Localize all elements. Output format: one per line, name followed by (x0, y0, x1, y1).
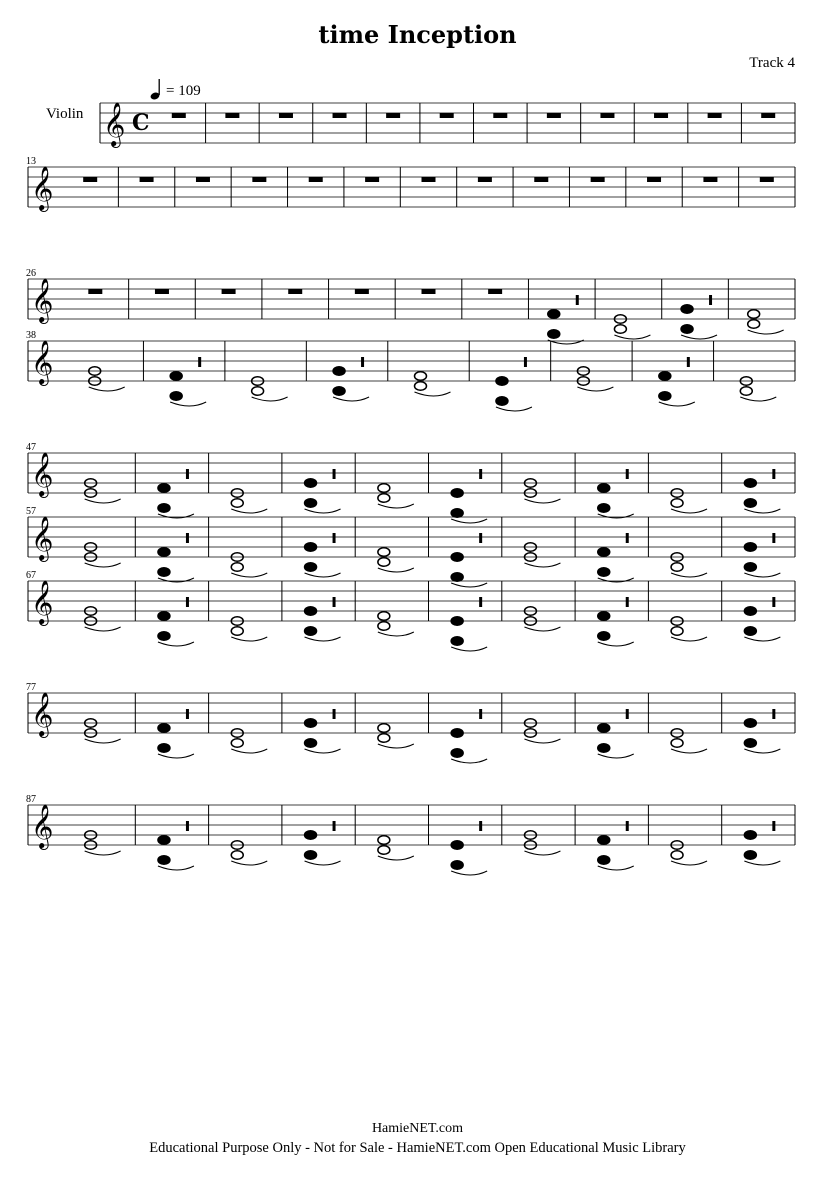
note-head (451, 553, 463, 561)
tie (524, 563, 560, 567)
quarter-rest (626, 597, 629, 607)
quarter-rest (333, 597, 336, 607)
whole-rest (440, 113, 454, 118)
instrument-name: Violin (46, 106, 84, 122)
whole-rest (647, 177, 661, 182)
note-head (231, 851, 243, 859)
note-head (598, 856, 610, 864)
note-head (231, 499, 243, 507)
note-head (378, 612, 390, 620)
whole-rest (478, 177, 492, 182)
note-head (659, 392, 671, 400)
tie (451, 583, 487, 587)
quarter-rest (333, 533, 336, 543)
quarter-rest (333, 469, 336, 479)
note-head (614, 325, 626, 333)
note-head (451, 729, 463, 737)
staff-system (26, 442, 795, 523)
note-head (158, 548, 170, 556)
whole-rest (155, 289, 169, 294)
tie (333, 397, 369, 401)
whole-rest (83, 177, 97, 182)
note-head (158, 632, 170, 640)
note-head (305, 831, 317, 839)
treble-clef-icon: 𝄞 (31, 166, 54, 210)
quarter-rest (772, 821, 775, 831)
quarter-rest (576, 295, 579, 305)
tie (598, 866, 634, 870)
note-head (231, 563, 243, 571)
quarter-rest (772, 469, 775, 479)
measure-number: 38 (26, 330, 36, 341)
note-head (378, 494, 390, 502)
whole-rest (386, 113, 400, 118)
whole-rest (547, 113, 561, 118)
note-head (231, 739, 243, 747)
whole-rest (196, 177, 210, 182)
quarter-rest (687, 357, 690, 367)
tie (252, 397, 288, 401)
tie (744, 749, 780, 753)
tie (231, 573, 267, 577)
note-head (744, 479, 756, 487)
note-head (744, 719, 756, 727)
note-head (305, 499, 317, 507)
tie (305, 637, 341, 641)
staff-system (26, 268, 795, 344)
measure-number: 13 (26, 156, 36, 167)
tie (671, 749, 707, 753)
note-head (451, 573, 463, 581)
tie (744, 861, 780, 865)
note-head (158, 724, 170, 732)
note-head (598, 484, 610, 492)
footer-site-link[interactable]: HamieNET.com (371, 1121, 464, 1136)
tie (378, 632, 414, 636)
note-head (451, 489, 463, 497)
quarter-rest (479, 597, 482, 607)
tie (158, 754, 194, 758)
quarter-rest (626, 709, 629, 719)
tie (671, 509, 707, 513)
tie (231, 749, 267, 753)
whole-rest (309, 177, 323, 182)
note-head (451, 749, 463, 757)
whole-rest (355, 289, 369, 294)
note-head (305, 739, 317, 747)
tie (744, 637, 780, 641)
note-head (598, 548, 610, 556)
whole-rest (140, 177, 154, 182)
note-head (598, 504, 610, 512)
note-head (378, 484, 390, 492)
tie (598, 578, 634, 582)
note-head (305, 607, 317, 615)
staff-system (26, 682, 795, 763)
note-head (659, 372, 671, 380)
whole-rest (591, 177, 605, 182)
tie (305, 509, 341, 513)
whole-rest (252, 177, 266, 182)
note-head (744, 627, 756, 635)
staff-system (26, 156, 795, 212)
quarter-rest (186, 597, 189, 607)
track-label: Track 4 (749, 55, 795, 71)
quarter-rest (772, 597, 775, 607)
tie (740, 397, 776, 401)
tie (85, 563, 121, 567)
note-head (671, 499, 683, 507)
note-head (170, 392, 182, 400)
whole-rest (488, 289, 502, 294)
note-head (681, 305, 693, 313)
tie (524, 739, 560, 743)
whole-rest (225, 113, 239, 118)
note-head (378, 548, 390, 556)
treble-clef-icon: 𝄞 (31, 452, 54, 496)
note-head (598, 568, 610, 576)
tie (598, 514, 634, 518)
note-head (744, 607, 756, 615)
whole-rest (600, 113, 614, 118)
tie (158, 578, 194, 582)
quarter-rest (772, 709, 775, 719)
quarter-rest (709, 295, 712, 305)
quarter-rest (524, 357, 527, 367)
tie (681, 335, 717, 339)
tie (744, 573, 780, 577)
note-head (305, 479, 317, 487)
tie (231, 861, 267, 865)
note-head (378, 846, 390, 854)
quarter-rest (626, 533, 629, 543)
whole-rest (333, 113, 347, 118)
tie (451, 519, 487, 523)
whole-rest (760, 177, 774, 182)
note-head (305, 563, 317, 571)
note-head (548, 310, 560, 318)
tie (524, 499, 560, 503)
quarter-rest (361, 357, 364, 367)
tie (158, 514, 194, 518)
whole-rest (422, 177, 436, 182)
quarter-rest (479, 709, 482, 719)
note-head (305, 851, 317, 859)
note-head (305, 543, 317, 551)
note-head (744, 851, 756, 859)
quarter-rest (479, 469, 482, 479)
tie (524, 851, 560, 855)
whole-rest (534, 177, 548, 182)
tie (659, 402, 695, 406)
time-signature: C (132, 110, 150, 136)
note-head (744, 499, 756, 507)
staff-system (26, 330, 795, 411)
treble-clef-icon: 𝄞 (31, 340, 54, 384)
measure-number: 87 (26, 794, 36, 805)
tie (451, 647, 487, 651)
note-head (748, 320, 760, 328)
tie (748, 330, 784, 334)
tie (744, 509, 780, 513)
note-head (744, 831, 756, 839)
note-head (451, 617, 463, 625)
quarter-rest (198, 357, 201, 367)
tie (577, 387, 613, 391)
note-head (451, 509, 463, 517)
quarter-rest (626, 821, 629, 831)
note-head (671, 563, 683, 571)
tie (158, 642, 194, 646)
note-head (158, 568, 170, 576)
note-head (598, 744, 610, 752)
quarter-rest (772, 533, 775, 543)
whole-rest (493, 113, 507, 118)
quarter-rest (186, 821, 189, 831)
tie (305, 573, 341, 577)
tie (378, 504, 414, 508)
whole-rest (703, 177, 717, 182)
whole-rest (708, 113, 722, 118)
note-head (158, 856, 170, 864)
measure-number: 26 (26, 268, 36, 279)
note-head (305, 627, 317, 635)
quarter-rest (479, 821, 482, 831)
quarter-rest (626, 469, 629, 479)
tie (231, 637, 267, 641)
tie (85, 851, 121, 855)
note-head (158, 484, 170, 492)
tie (89, 387, 125, 391)
note-head (671, 851, 683, 859)
measure-number: 67 (26, 570, 36, 581)
measure-number: 47 (26, 442, 36, 453)
tie (85, 499, 121, 503)
note-head (378, 836, 390, 844)
staff-system (100, 102, 795, 148)
tie (378, 744, 414, 748)
tie (451, 759, 487, 763)
quarter-rest (333, 709, 336, 719)
tie (671, 637, 707, 641)
footer-notice: Educational Purpose Only - Not for Sale - HamieNET.com Open Educational Music Library (149, 1140, 686, 1156)
treble-clef-icon: 𝄞 (103, 102, 126, 146)
tie (451, 871, 487, 875)
note-head (451, 841, 463, 849)
tie (598, 642, 634, 646)
note-head (333, 367, 345, 375)
note-head (598, 724, 610, 732)
note-head (598, 836, 610, 844)
note-head (496, 397, 508, 405)
tie (158, 866, 194, 870)
note-head (252, 387, 264, 395)
measure-number: 57 (26, 506, 36, 517)
whole-rest (88, 289, 102, 294)
note-head (598, 612, 610, 620)
whole-rest (761, 113, 775, 118)
note-head (158, 836, 170, 844)
note-head (681, 325, 693, 333)
quarter-rest (186, 533, 189, 543)
note-head (158, 612, 170, 620)
whole-rest (222, 289, 236, 294)
whole-rest (279, 113, 293, 118)
note-head (158, 504, 170, 512)
tie (496, 407, 532, 411)
quarter-rest (479, 533, 482, 543)
note-head (451, 861, 463, 869)
staff-system (26, 570, 795, 651)
note-head (744, 563, 756, 571)
measure-number: 77 (26, 682, 36, 693)
note-head (158, 744, 170, 752)
quarter-rest (186, 469, 189, 479)
tie (614, 335, 650, 339)
note-head (333, 387, 345, 395)
note-head (671, 739, 683, 747)
note-head (378, 558, 390, 566)
treble-clef-icon: 𝄞 (31, 278, 54, 322)
note-head (231, 627, 243, 635)
tie (85, 739, 121, 743)
note-head (744, 739, 756, 747)
whole-rest (172, 113, 186, 118)
treble-clef-icon: 𝄞 (31, 516, 54, 560)
note-head (378, 622, 390, 630)
note-head (598, 632, 610, 640)
whole-rest (365, 177, 379, 182)
whole-rest (422, 289, 436, 294)
staff-system (26, 506, 795, 587)
staff-system (26, 794, 795, 875)
tie (671, 861, 707, 865)
note-head (548, 330, 560, 338)
tie (85, 627, 121, 631)
treble-clef-icon: 𝄞 (31, 804, 54, 848)
score-title: time Inception (318, 20, 517, 49)
tie (598, 754, 634, 758)
tie (305, 749, 341, 753)
note-head (415, 372, 427, 380)
tie (524, 627, 560, 631)
note-head (378, 724, 390, 732)
tie (170, 402, 206, 406)
quarter-rest (333, 821, 336, 831)
note-head (451, 637, 463, 645)
tie (231, 509, 267, 513)
tie (378, 856, 414, 860)
note-head (415, 382, 427, 390)
tie (305, 861, 341, 865)
note-head (378, 734, 390, 742)
tie (415, 392, 451, 396)
tie (671, 573, 707, 577)
note-head (748, 310, 760, 318)
tempo-text: = 109 (166, 83, 201, 99)
treble-clef-icon: 𝄞 (31, 580, 54, 624)
note-head (305, 719, 317, 727)
whole-rest (288, 289, 302, 294)
note-head (496, 377, 508, 385)
tie (378, 568, 414, 572)
treble-clef-icon: 𝄞 (31, 692, 54, 736)
note-head (671, 627, 683, 635)
note-head (170, 372, 182, 380)
note-head (740, 387, 752, 395)
quarter-rest (186, 709, 189, 719)
whole-rest (654, 113, 668, 118)
note-head (744, 543, 756, 551)
